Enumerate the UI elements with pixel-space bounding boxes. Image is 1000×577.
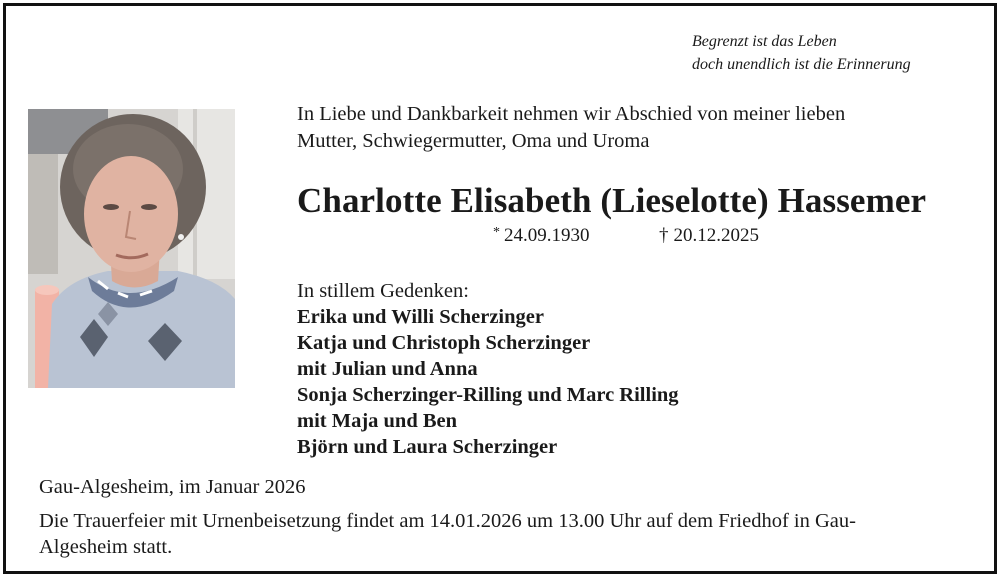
mourner-line: Sonja Scherzinger-Rilling und Marc Rilling xyxy=(297,384,679,406)
mourners-heading: In stillem Gedenken: xyxy=(297,280,469,302)
intro-line-1: In Liebe und Dankbarkeit nehmen wir Abschied von meiner lieben xyxy=(297,103,846,125)
deceased-name: Charlotte Elisabeth (Lieselotte) Hassemer xyxy=(297,181,927,220)
epigraph-line-2: doch unendlich ist die Erinnerung xyxy=(692,56,911,73)
death-date: 20.12.2025 xyxy=(673,225,759,246)
intro-line-2: Mutter, Schwiegermutter, Oma und Uroma xyxy=(297,130,650,152)
ceremony-announcement: Die Trauerfeier mit Urnenbeisetzung findet am 14.01.2026 um 13.00 Uhr auf dem Friedhof in Gau-Algesheim statt. xyxy=(39,510,856,558)
mourner-line: Erika und Willi Scherzinger xyxy=(297,306,544,328)
mourner-line: mit Julian und Anna xyxy=(297,358,478,380)
birth-date-line xyxy=(493,225,590,247)
epigraph-line-1: Begrenzt ist das Leben xyxy=(692,33,837,50)
mourner-line: Björn und Laura Scherzinger xyxy=(297,436,558,458)
portrait-photo xyxy=(28,109,235,388)
death-date-line xyxy=(659,225,759,247)
epigraph xyxy=(692,30,911,76)
birth-date: 24.09.1930 xyxy=(504,225,590,246)
mourner-line: mit Maja und Ben xyxy=(297,410,458,432)
mourner-line: Katja und Christoph Scherzinger xyxy=(297,332,591,354)
place-and-date: Gau-Algesheim, im Januar 2026 xyxy=(39,476,306,498)
birth-symbol: * xyxy=(493,225,500,240)
death-symbol: † xyxy=(659,225,669,246)
mourners-list xyxy=(297,278,679,460)
intro-text xyxy=(297,101,845,155)
obituary-notice xyxy=(3,3,997,574)
